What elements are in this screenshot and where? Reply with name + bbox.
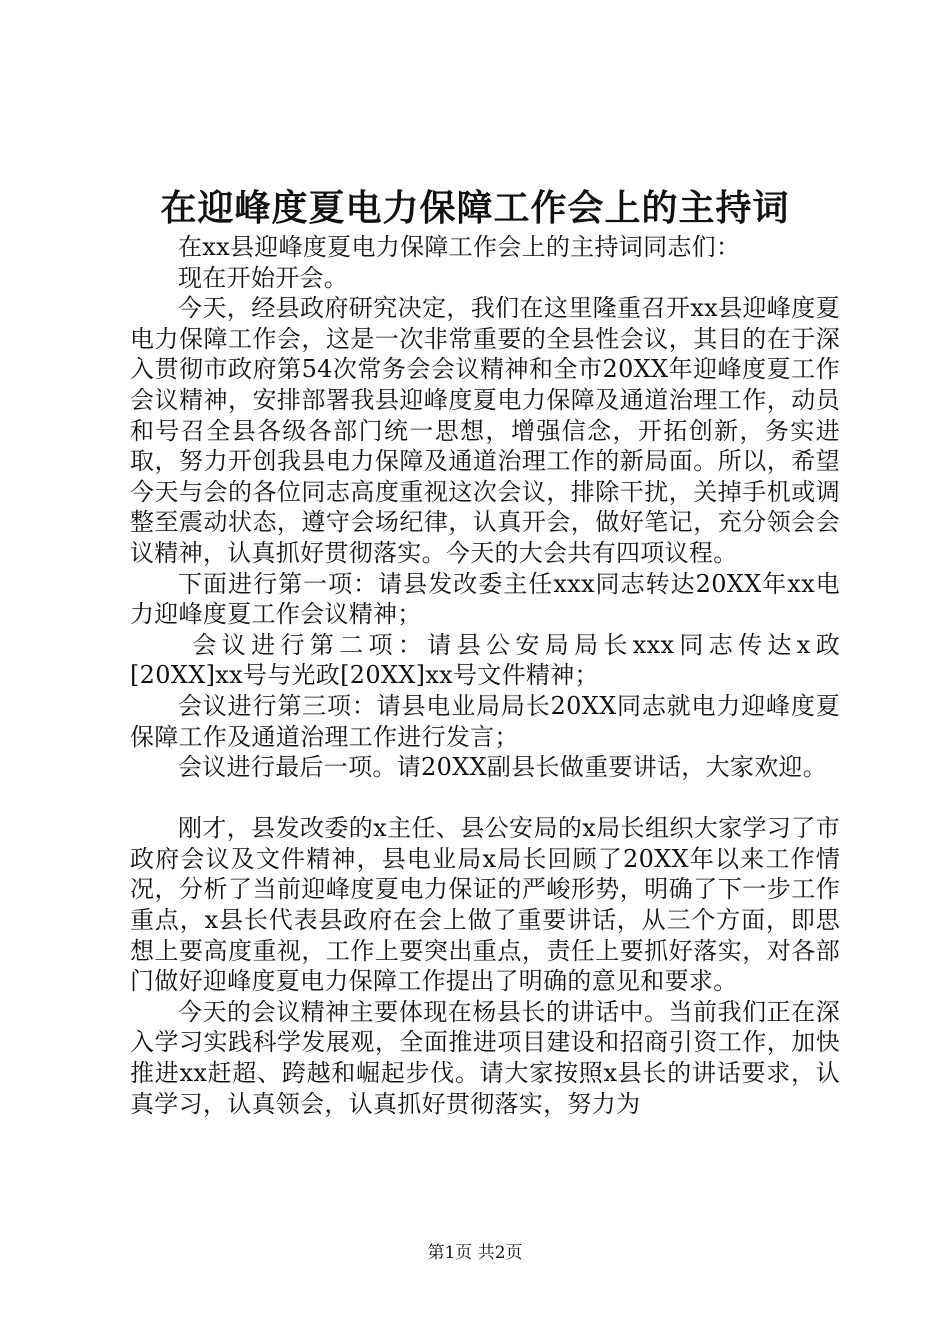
paragraph-opening: 现在开始开会。 <box>178 263 349 292</box>
paragraph-agenda-item-4: 会议进行最后一项。请20XX副县长做重要讲话，大家欢迎。 <box>178 753 828 782</box>
paragraph-agenda-item-2: 会议进行第二项：请县公安局局长xxx同志传达x政[20XX]xx号与光政[20XX]xx号文件精神； <box>130 630 840 690</box>
paragraph-spirit: 今天的会议精神主要体现在杨县长的讲话中。当前我们正在深入学习实践科学发展观，全面推进项目建设和招商引资工作，加快推进xx赶超、跨越和崛起步伐。请大家按照x县长的讲话要求，认真学习，认真领会，认真抓好贯彻落实，努力为 <box>130 997 840 1118</box>
paragraph-summary: 刚才，县发改委的x主任、县公安局的x局长组织大家学习了市政府会议及文件精神，县电业局x局长回顾了20XX年以来工作情况，分析了当前迎峰度夏电力保证的严峻形势，明确了下一步工作重点，x县长代表县政府在会上做了重要讲话，从三个方面，即思想上要高度重视，工作上要突出重点，责任上要抓好落实，对各部门做好迎峰度夏电力保障工作提出了明确的意见和要求。 <box>130 814 840 996</box>
document-title: 在迎峰度夏电力保障工作会上的主持词 <box>160 187 790 229</box>
paragraph-salutation: 在xx县迎峰度夏电力保障工作会上的主持词同志们： <box>178 233 741 261</box>
document-body <box>130 232 840 1119</box>
blank-line <box>130 783 840 814</box>
page-footer: 第1页 共2页 <box>427 1243 523 1263</box>
paragraph-purpose: 今天，经县政府研究决定，我们在这里隆重召开xx县迎峰度夏电力保障工作会，这是一次非常重要的全县性会议，其目的在于深入贯彻市政府第54次常务会会议精神和全市20XX年迎峰度夏工作会议精神，安排部署我县迎峰度夏电力保障及通道治理工作，动员和号召全县各级各部门统一思想，增强信念，开拓创新，务实进取，努力开创我县电力保障及通道治理工作的新局面。所以，希望今天与会的各位同志高度重视这次会议，排除干扰，关掉手机或调整至震动状态，遵守会场纪律，认真开会，做好笔记，充分领会会议精神，认真抓好贯彻落实。今天的大会共有四项议程。 <box>130 294 840 567</box>
paragraph-agenda-item-3: 会议进行第三项：请县电业局局长20XX同志就电力迎峰度夏保障工作及通道治理工作进行发言； <box>130 691 840 751</box>
paragraph-agenda-item-1: 下面进行第一项：请县发改委主任xxx同志转达20XX年xx电力迎峰度夏工作会议精神； <box>130 569 840 629</box>
